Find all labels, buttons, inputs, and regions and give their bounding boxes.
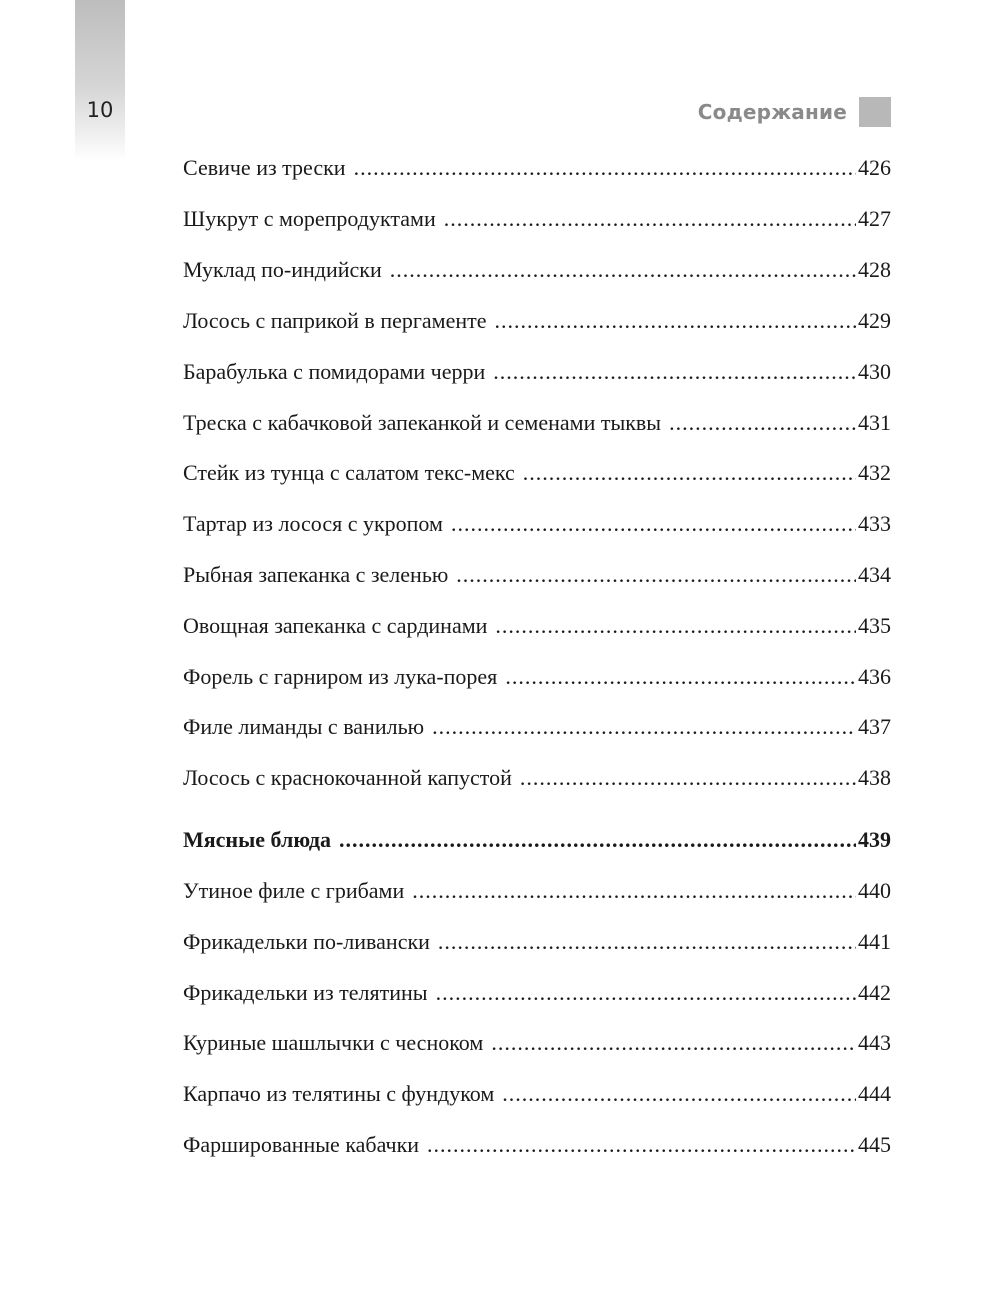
toc-entry-page: 438 bbox=[858, 765, 891, 790]
dot-leader bbox=[427, 1130, 856, 1160]
toc-entry[interactable] bbox=[183, 255, 891, 285]
toc-entry-title: Тартар из лосося с укропом bbox=[183, 511, 443, 536]
toc-entry-title: Лосось с паприкой в пергаменте bbox=[183, 308, 487, 333]
dot-leader bbox=[520, 763, 856, 793]
toc-entry-page: 433 bbox=[858, 511, 891, 536]
dot-leader bbox=[493, 357, 856, 387]
dot-leader bbox=[412, 876, 856, 906]
dot-leader bbox=[354, 153, 856, 183]
toc-entry[interactable] bbox=[183, 1130, 891, 1160]
toc-entry-page: 443 bbox=[858, 1030, 891, 1055]
toc-entry-title: Филе лиманды с ванилью bbox=[183, 714, 425, 739]
toc-entry-page: 428 bbox=[858, 257, 891, 282]
toc-entry[interactable] bbox=[183, 611, 891, 641]
dot-leader bbox=[390, 255, 856, 285]
toc-entry-title: Карпачо из телятины с фундуком bbox=[183, 1081, 495, 1106]
toc-entry[interactable] bbox=[183, 927, 891, 957]
toc-entry-title: Севиче из трески bbox=[183, 155, 346, 180]
dot-leader bbox=[451, 509, 856, 539]
dot-leader bbox=[436, 978, 856, 1008]
header-marker-block bbox=[859, 97, 891, 127]
toc-entry[interactable] bbox=[183, 560, 891, 590]
toc-entry[interactable] bbox=[183, 662, 891, 692]
toc-entry[interactable] bbox=[183, 1028, 891, 1058]
toc-section-page: 439 bbox=[858, 827, 891, 852]
toc-entry-title: Муклад по-индийски bbox=[183, 257, 382, 282]
toc-entry[interactable] bbox=[183, 978, 891, 1008]
toc-entry[interactable] bbox=[183, 1079, 891, 1109]
toc-entry[interactable] bbox=[183, 204, 891, 234]
toc-entry[interactable] bbox=[183, 153, 891, 183]
toc-entry[interactable] bbox=[183, 876, 891, 906]
toc-entry-page: 434 bbox=[858, 562, 891, 587]
toc-entry[interactable] bbox=[183, 458, 891, 488]
dot-leader bbox=[438, 927, 856, 957]
dot-leader bbox=[523, 458, 856, 488]
running-header-title: Содержание bbox=[697, 100, 847, 124]
toc-entry[interactable] bbox=[183, 408, 891, 438]
toc-entry-page: 432 bbox=[858, 460, 891, 485]
dot-leader bbox=[444, 204, 856, 234]
toc-entry-title: Форель с гарниром из лука-порея bbox=[183, 664, 498, 689]
toc-entry[interactable] bbox=[183, 509, 891, 539]
toc-entry-page: 444 bbox=[858, 1081, 891, 1106]
toc-entry-page: 431 bbox=[858, 410, 891, 435]
toc-section-title: Мясные блюда bbox=[183, 827, 332, 852]
toc-entry-title: Шукрут с морепродуктами bbox=[183, 206, 436, 231]
toc-entry-page: 429 bbox=[858, 308, 891, 333]
dot-leader bbox=[432, 712, 856, 742]
toc-entry[interactable] bbox=[183, 357, 891, 387]
toc-entry-page: 440 bbox=[858, 878, 891, 903]
toc-entry-page: 436 bbox=[858, 664, 891, 689]
dot-leader bbox=[669, 408, 856, 438]
dot-leader bbox=[502, 1079, 856, 1109]
toc-entry-title: Фаршированные кабачки bbox=[183, 1132, 420, 1157]
toc-entry-title: Лосось с краснокочанной капустой bbox=[183, 765, 512, 790]
toc-entry-page: 427 bbox=[858, 206, 891, 231]
dot-leader bbox=[456, 560, 856, 590]
toc-entry[interactable] bbox=[183, 306, 891, 336]
dot-leader bbox=[339, 825, 856, 855]
toc-entry-page: 442 bbox=[858, 980, 891, 1005]
toc-entry-title: Фрикадельки по-ливански bbox=[183, 929, 430, 954]
dot-leader bbox=[505, 662, 856, 692]
dot-leader bbox=[491, 1028, 856, 1058]
toc-entry-title: Стейк из тунца с салатом текс-мекс bbox=[183, 460, 515, 485]
dot-leader bbox=[495, 306, 857, 336]
toc-entry-title: Рыбная запеканка с зеленью bbox=[183, 562, 449, 587]
toc-entry-page: 437 bbox=[858, 714, 891, 739]
toc-entry-title: Треска с кабачковой запеканкой и семенами тыквы bbox=[183, 410, 662, 435]
running-header bbox=[698, 97, 891, 127]
toc-entry-page: 441 bbox=[858, 929, 891, 954]
toc-entry-title: Барабулька с помидорами черри bbox=[183, 359, 486, 384]
toc-entry-title: Утиное филе с грибами bbox=[183, 878, 405, 903]
toc-entry[interactable] bbox=[183, 763, 891, 793]
toc-entry[interactable] bbox=[183, 712, 891, 742]
toc-entry-title: Куриные шашлычки с чесноком bbox=[183, 1030, 484, 1055]
toc-section-heading[interactable] bbox=[183, 825, 891, 855]
toc-entry-page: 430 bbox=[858, 359, 891, 384]
page-number: 10 bbox=[86, 98, 114, 122]
dot-leader bbox=[495, 611, 856, 641]
page-edge-tab bbox=[75, 0, 125, 160]
toc-entry-page: 435 bbox=[858, 613, 891, 638]
toc-entry-title: Фрикадельки из телятины bbox=[183, 980, 428, 1005]
toc-entry-page: 426 bbox=[858, 155, 891, 180]
toc-entry-title: Овощная запеканка с сардинами bbox=[183, 613, 488, 638]
toc-entry-page: 445 bbox=[858, 1132, 891, 1157]
